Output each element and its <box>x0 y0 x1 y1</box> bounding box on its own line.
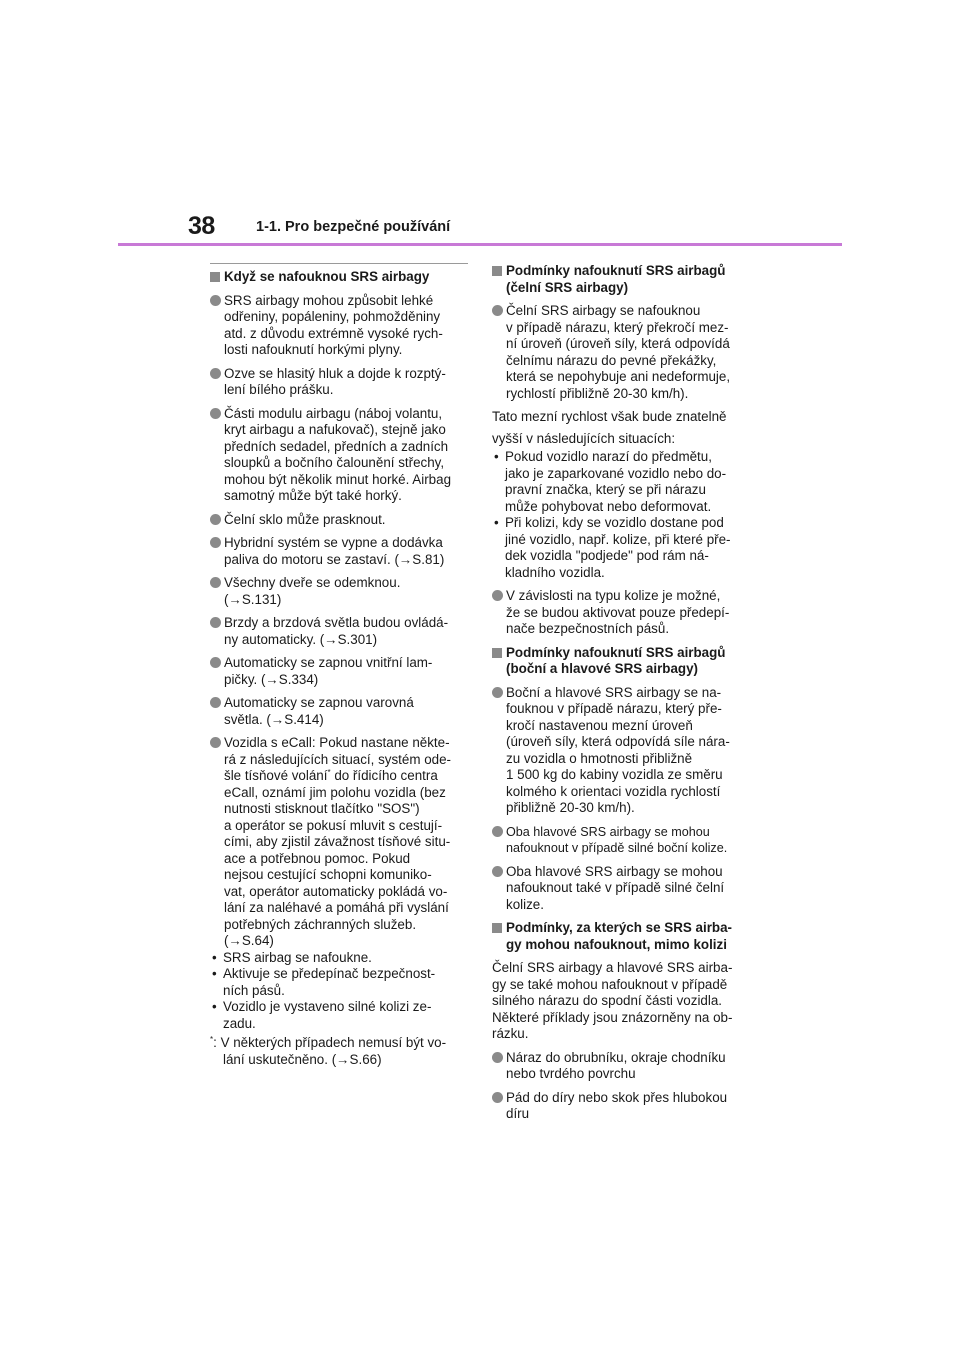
text-fragment: do řídicího centra <box>330 768 438 783</box>
text-line: Pokud vozidlo narazí do předmětu, <box>505 449 712 464</box>
text-line: že se budou aktivovat pouze předepí- <box>506 604 730 620</box>
small-bullet-icon: • <box>494 515 499 530</box>
text-line: Podmínky nafouknutí SRS airbagů <box>506 263 726 278</box>
text-line: Při kolizi, kdy se vozidlo dostane pod <box>505 515 724 530</box>
text-line: lání uskutečněno. (→S.66) <box>223 1051 382 1067</box>
bullet-item <box>210 535 468 568</box>
round-bullet-icon <box>210 577 221 588</box>
round-bullet-icon <box>210 295 221 306</box>
text-line: rychlostí přibližně 20-30 km/h). <box>506 385 689 401</box>
text-line: silného nárazu do spodní části vozidla. <box>492 993 723 1008</box>
text-line: Podmínky nafouknutí SRS airbagů <box>506 644 726 660</box>
right-column <box>492 263 750 1130</box>
text-line: jako je zaparkované vozidlo nebo do- <box>505 465 727 481</box>
left-sub-list <box>210 950 468 1033</box>
round-bullet-icon <box>492 590 503 601</box>
small-bullet-icon: • <box>494 449 499 464</box>
text-line: v případě nárazu, který překročí mez- <box>506 319 729 335</box>
square-bullet-icon <box>492 266 502 276</box>
text-line: čelnímu nárazu do pevné překážky, <box>506 352 717 368</box>
text-line: lání za naléhavé a pomáhá při vyslání <box>224 900 449 915</box>
text-line: která se nepohybuje ani nedeformuje, <box>506 369 731 384</box>
paragraph: Tato mezní rychlost však bude znatelně <box>492 409 727 424</box>
text-line: rázku. <box>492 1026 529 1041</box>
text-line <box>224 768 468 785</box>
left-bullet-list <box>210 293 468 729</box>
text-line: paliva do motoru se zastaví. (→S.81) <box>224 551 445 567</box>
text-line: vat, operátor automaticky pokládá vo- <box>224 883 448 899</box>
text-line: nejsou cestující schopni komuniko- <box>224 867 432 882</box>
text-line: gy mohou nafouknout, mimo kolizi <box>506 936 727 952</box>
text-line: kročí nastavenou mezní úroveň <box>506 717 693 733</box>
square-bullet-icon <box>492 923 502 933</box>
text-line: rá z následujících situací, systém ode- <box>224 751 451 767</box>
text-line: Hybridní systém se vypne a dodávka <box>224 535 443 550</box>
bullet-curb <box>492 1050 750 1083</box>
round-bullet-icon <box>210 408 221 419</box>
text-line: 1 500 kg do kabiny vozidla ze směru <box>506 767 723 782</box>
bullet-hole <box>492 1090 750 1123</box>
round-bullet-icon <box>492 1092 503 1103</box>
text-line: Pád do díry nebo skok přes hlubokou <box>506 1089 728 1105</box>
ecall-rest <box>224 785 468 950</box>
text-line: kryt airbagu a nafukovač), stejně jako <box>224 422 446 437</box>
paragraph-non-collision <box>492 960 750 1043</box>
text-line: lení bílého prášku. <box>224 382 334 397</box>
round-bullet-icon <box>210 617 221 628</box>
text-line: kolmého k orientaci vozidla rychlostí <box>506 783 721 799</box>
paragraph: vyšší v následujících situacích: <box>492 430 676 446</box>
sub-list-item <box>492 515 750 581</box>
text-fragment: šle tísňové volání <box>224 768 328 783</box>
round-bullet-icon <box>492 687 503 698</box>
text-line: nafouknout také v případě silné čelní <box>506 880 725 895</box>
text-line: nafouknout v případě silné boční kolize. <box>506 841 728 855</box>
text-line: ace a potřebnou pomoc. Pokud <box>224 850 411 866</box>
bullet-curtain-front <box>492 864 750 914</box>
text-line: (úroveň síly, která odpovídá síle nára- <box>506 734 730 749</box>
text-line: Čelní sklo může prasknout. <box>224 511 386 527</box>
small-bullet-icon: • <box>212 966 217 981</box>
round-bullet-icon <box>210 537 221 548</box>
text-line: V závislosti na typu kolize je možné, <box>506 588 721 603</box>
round-bullet-icon <box>492 826 503 837</box>
footnote-marker: * <box>210 1035 214 1044</box>
sub-list-item <box>210 950 468 967</box>
heading-airbag-deploy <box>210 269 468 286</box>
heading-text: Když se nafouknou SRS airbagy <box>224 269 430 284</box>
text-line: (boční a hlavové SRS airbagy) <box>506 661 698 676</box>
text-line: Části modulu airbagu (náboj volantu, <box>224 405 443 421</box>
text-line: (→S.64) <box>224 933 274 948</box>
header-rule <box>118 243 842 246</box>
text-line: (→S.131) <box>224 591 282 607</box>
text-line: Čelní SRS airbagy se nafouknou <box>506 303 701 318</box>
round-bullet-icon <box>492 1052 503 1063</box>
bullet-item <box>210 575 468 608</box>
bullet-item <box>210 293 468 359</box>
bullet-item <box>210 366 468 399</box>
text-line: Všechny dveře se odemknou. <box>224 575 401 590</box>
text-line: přibližně 20-30 km/h). <box>506 800 635 815</box>
text-line: losti nafouknutí horkými plyny. <box>224 342 403 357</box>
text-line: ny automaticky. (→S.301) <box>224 631 378 647</box>
bullet-item <box>210 615 468 648</box>
text-line: předních sedadel, předních a zadních <box>224 438 449 454</box>
text-line: Automaticky se zapnou varovná <box>224 695 414 710</box>
text-line: nutnosti stisknout tlačítko "SOS") <box>224 801 420 816</box>
round-bullet-icon <box>210 737 221 748</box>
sub-list-item <box>492 449 750 515</box>
text-line: Oba hlavové SRS airbagy se mohou <box>506 824 710 839</box>
text-line <box>210 1035 468 1052</box>
text-line: díru <box>506 1106 530 1121</box>
footnote-marker: * <box>327 768 331 777</box>
bullet-side <box>492 685 750 817</box>
text-line: kladního vozidla. <box>505 564 605 580</box>
text-line: nebo tvrdého povrchu <box>506 1066 636 1081</box>
text-line: Čelní SRS airbagy a hlavové SRS airba- <box>492 960 733 975</box>
bullet-item <box>210 406 468 505</box>
text-line: nače bezpečnostních pásů. <box>506 621 670 636</box>
heading-side-conditions <box>492 645 750 678</box>
round-bullet-icon <box>492 866 503 877</box>
right-sub-list <box>492 449 750 581</box>
left-column <box>210 263 468 1068</box>
text-line: Podmínky, za kterých se SRS airba- <box>506 920 732 935</box>
text-line: Brzdy a brzdová světla budou ovládá- <box>224 615 449 630</box>
heading-non-collision <box>492 920 750 953</box>
text-line: SRS airbag se nafoukne. <box>223 949 372 965</box>
text-line: potřebných záchranných služeb. <box>224 916 417 932</box>
text-line: Boční a hlavové SRS airbagy se na- <box>506 684 722 700</box>
text-line: atd. z důvodu extrémně vysoké rych- <box>224 325 443 341</box>
text-line: Oba hlavové SRS airbagy se mohou <box>506 863 723 879</box>
text-line: odřeniny, popáleniny, pohmožděniny <box>224 309 441 324</box>
bullet-ecall <box>210 735 468 950</box>
square-bullet-icon <box>492 648 502 658</box>
text-line: mohou být několik minut horké. Airbag <box>224 471 452 487</box>
bullet-curtain-side <box>492 824 750 857</box>
text-line: gy se také mohou nafouknout v případě <box>492 976 728 992</box>
text-line: zadu. <box>223 1015 256 1031</box>
text-line: pičky. (→S.334) <box>224 671 319 687</box>
text-line: kolize. <box>506 896 544 912</box>
text-line: Vozidlo je vystaveno silné kolizi ze- <box>223 999 432 1014</box>
round-bullet-icon <box>210 514 221 525</box>
round-bullet-icon <box>492 305 503 316</box>
text-fragment: : V některých případech nemusí být vo- <box>213 1035 447 1050</box>
heading-divider <box>210 263 468 264</box>
text-line: cími, aby zjistil závažnost tísňové situ- <box>224 834 451 849</box>
text-line: zu vozidla o hmotnosti přibližně <box>506 750 693 766</box>
text-line: sloupků a bočního čalounění střechy, <box>224 455 445 470</box>
round-bullet-icon <box>210 697 221 708</box>
text-line: Automaticky se zapnou vnitřní lam- <box>224 655 433 670</box>
bullet-item <box>210 655 468 688</box>
text-line: fouknou v případě nárazu, který pře- <box>506 701 722 716</box>
text-line: SRS airbagy mohou způsobit lehké <box>224 292 434 308</box>
round-bullet-icon <box>210 657 221 668</box>
bullet-item <box>210 695 468 728</box>
text-line: a operátor se pokusí mluvit s cestují- <box>224 817 443 833</box>
footnote <box>210 1035 468 1068</box>
bullet-pretensioner <box>492 588 750 638</box>
heading-frontal-conditions <box>492 263 750 296</box>
text-line: může pohybovat nebo deformovat. <box>505 498 712 514</box>
text-line: samotný může být také horký. <box>224 488 402 503</box>
text-line: Vozidla s eCall: Pokud nastane někte- <box>224 735 450 750</box>
small-bullet-icon: • <box>212 949 217 965</box>
bullet-frontal <box>492 303 750 402</box>
text-line: dek vozidla "podjede" pod rám ná- <box>505 548 709 563</box>
text-line: světla. (→S.414) <box>224 711 324 727</box>
section-title: 1-1. Pro bezpečné používání <box>256 219 451 235</box>
sub-list-item <box>210 999 468 1032</box>
text-line: Náraz do obrubníku, okraje chodníku <box>506 1049 726 1065</box>
page-number: 38 <box>188 212 215 240</box>
text-line: jiné vozidlo, např. kolize, při které pře- <box>505 531 731 547</box>
text-line: pravní značka, který se při nárazu <box>505 482 706 497</box>
bullet-item <box>210 512 468 529</box>
sub-list-item <box>210 966 468 999</box>
text-line: ní úroveň (úroveň síly, která odpovídá <box>506 336 730 351</box>
text-line: Některé příklady jsou znázorněny na ob- <box>492 1009 733 1025</box>
small-bullet-icon: • <box>212 999 217 1014</box>
round-bullet-icon <box>210 368 221 379</box>
square-bullet-icon <box>210 272 220 282</box>
text-line: Ozve se hlasitý hluk a dojde k rozptý- <box>224 365 446 381</box>
text-line: Aktivuje se předepínač bezpečnost- <box>223 966 436 981</box>
text-line: eCall, oznámí jim polohu vozidla (bez <box>224 784 446 800</box>
text-line: ních pásů. <box>223 982 285 998</box>
text-line: (čelní SRS airbagy) <box>506 279 629 295</box>
